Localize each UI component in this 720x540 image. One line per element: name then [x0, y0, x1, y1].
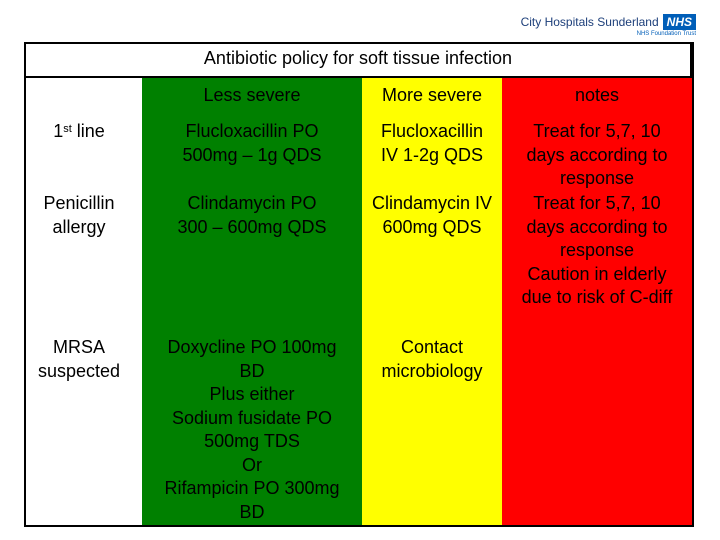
cell-line: days according to [526, 144, 668, 165]
mrsa-less-severe [142, 336, 362, 524]
row-label-first-line [24, 120, 134, 144]
first-line-more-severe [362, 120, 502, 167]
title-box [24, 42, 692, 78]
first-line-notes [502, 120, 692, 191]
nhs-badge: NHS [663, 14, 696, 30]
first-line-number: 1 [53, 121, 64, 141]
first-line-word: line [71, 121, 105, 141]
logo-name: City Hospitals Sunderland [520, 15, 659, 29]
label-line: allergy [52, 216, 106, 237]
cell-line: Treat for 5,7, 10 [533, 121, 661, 141]
penicillin-more-severe [362, 192, 502, 239]
cell-line: days according to [526, 216, 668, 237]
mrsa-more-severe [362, 336, 502, 383]
penicillin-less-severe [142, 192, 362, 239]
cell-line: Rifampicin PO 300mg [164, 478, 340, 498]
first-line-suffix: st [63, 123, 72, 135]
hospital-logo [521, 14, 696, 37]
header-less-severe: Less severe [203, 85, 301, 105]
cell-line: Contact [400, 337, 464, 357]
page-title: Antibiotic policy for soft tissue infection [203, 48, 513, 68]
cell-line: Flucloxacillin [380, 121, 484, 141]
cell-line: Doxycline PO 100mg [167, 337, 337, 357]
label-line: MRSA [52, 337, 105, 357]
cell-line: microbiology [381, 360, 483, 381]
cell-line: Sodium fusidate PO [171, 407, 333, 428]
cell-line: IV 1-2g QDS [380, 144, 484, 165]
header-more-severe: More severe [381, 85, 483, 105]
cell-line: Treat for 5,7, 10 [533, 193, 661, 213]
cell-line: Clindamycin PO [187, 193, 317, 213]
cell-line: Or [242, 454, 262, 475]
row-label-penicillin-allergy [24, 192, 134, 239]
cell-line: BD [239, 360, 265, 381]
label-line: suspected [37, 360, 121, 381]
cell-line: response [559, 168, 635, 188]
cell-line: Caution in elderly [527, 263, 667, 284]
cell-line: 500mg – 1g QDS [182, 144, 322, 165]
cell-line: Plus either [209, 384, 295, 404]
cell-line: BD [239, 501, 265, 522]
cell-line: Clindamycin IV [371, 193, 493, 213]
cell-line: 600mg QDS [382, 216, 482, 237]
row-label-mrsa [24, 336, 134, 383]
first-line-less-severe [142, 120, 362, 167]
label-line: Penicillin [43, 193, 115, 213]
header-notes: notes [574, 85, 620, 105]
cell-line: response [559, 240, 635, 260]
cell-line: Flucloxacillin PO [185, 121, 319, 141]
cell-line: 500mg TDS [204, 431, 300, 451]
cell-line: 300 – 600mg QDS [177, 216, 327, 237]
logo-trust: NHS Foundation Trust [636, 31, 696, 37]
penicillin-notes [502, 192, 692, 310]
cell-line: due to risk of C-diff [521, 287, 673, 307]
